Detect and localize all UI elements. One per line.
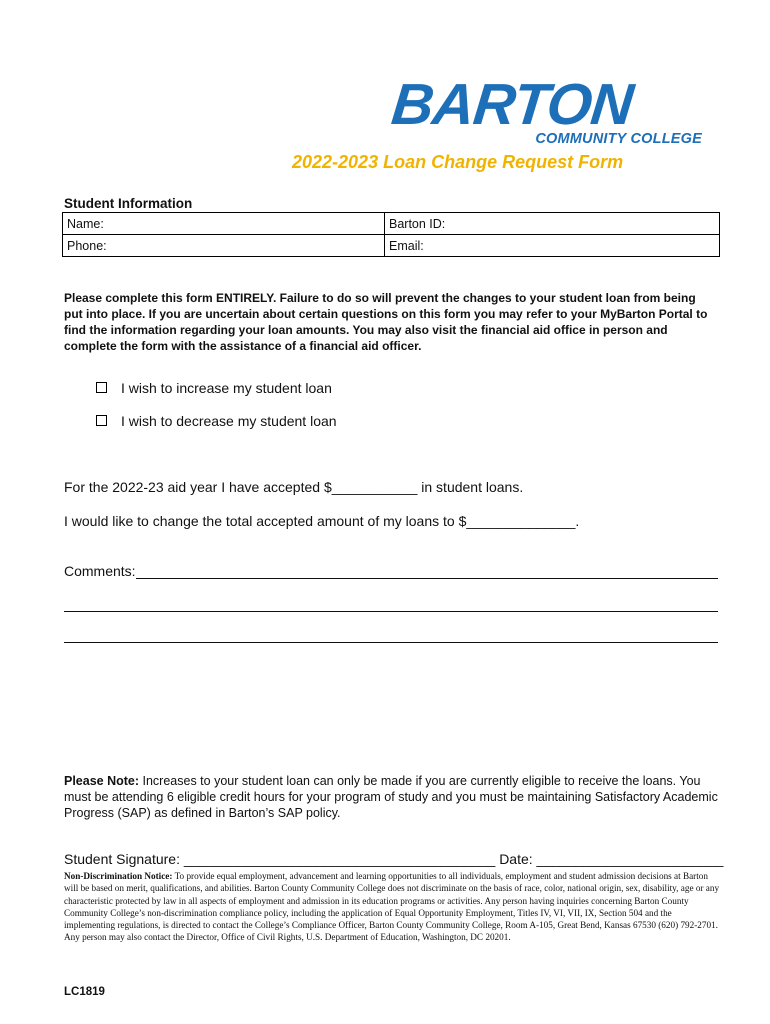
table-row bbox=[63, 235, 720, 257]
non-discrimination-text: To provide equal employment, advancement and learning opportunities to all individuals, employment and student admission decisions at Barton will be based on merit, qualifications, and abilities. Barton County Community College does not discriminate on the basis of race, color, national origin, sex, disability, age or any characteristic protected by law in all aspects of employment and admission in its education programs or activities. Any person having inquiries concerning Barton County Community College’s non-discrimination compliance policy, including the application of Equal Opportunity Employment, Titles IV, VI, VII, IX, Section 504 and the implementing regulations, is directed to contact the College’s Compliance Officer, Barton County Community College, Room A-105, Great Bend, Kansas 67530 (620) 792-2701. Any person may also contact the Director, Office of Civil Rights, U.S. Department of Education, Washington, DC 20201. bbox=[64, 871, 720, 943]
accepted-amount-line[interactable]: For the 2022-23 aid year I have accepted $___________ in student loans. bbox=[64, 479, 524, 495]
comments-line-2[interactable] bbox=[64, 611, 718, 612]
decrease-loan-label: I wish to decrease my student loan bbox=[121, 413, 337, 429]
name-label: Name: bbox=[67, 216, 104, 231]
instructions-text: Please complete this form ENTIRELY. Failure to do so will prevent the changes to your student loan from being put into place. If you are uncertain about certain questions on this form you may refer to your MyBarton Portal to find the information regarding your loan amounts. You may also visit the financial aid office in person and complete the form with the assistance of a financial aid officer. bbox=[64, 291, 708, 353]
decrease-loan-checkbox[interactable] bbox=[96, 415, 107, 426]
logo-subtitle: COMMUNITY COLLEGE bbox=[535, 131, 702, 147]
please-note-label: Please Note: bbox=[64, 774, 140, 788]
comments-line-3[interactable] bbox=[64, 642, 718, 643]
form-title: 2022-2023 Loan Change Request Form bbox=[292, 152, 624, 172]
name-field[interactable] bbox=[63, 213, 385, 235]
barton-id-label: Barton ID: bbox=[389, 216, 446, 231]
phone-field[interactable] bbox=[63, 235, 385, 257]
barton-id-field[interactable] bbox=[385, 213, 720, 235]
phone-label: Phone: bbox=[67, 238, 107, 253]
student-info-heading: Student Information bbox=[64, 196, 193, 211]
increase-loan-option[interactable] bbox=[96, 380, 332, 396]
please-note bbox=[64, 773, 724, 821]
signature-line[interactable]: Student Signature: ________________________________________ Date: ________________________ bbox=[64, 851, 724, 867]
decrease-loan-option[interactable] bbox=[96, 413, 337, 429]
change-amount-line[interactable]: I would like to change the total accepted amount of my loans to $______________. bbox=[64, 513, 580, 529]
email-field[interactable] bbox=[385, 235, 720, 257]
non-discrimination-notice bbox=[64, 870, 720, 944]
increase-loan-checkbox[interactable] bbox=[96, 382, 107, 393]
increase-loan-label: I wish to increase my student loan bbox=[121, 380, 332, 396]
non-discrimination-label: Non-Discrimination Notice: bbox=[64, 871, 173, 881]
form-code: LC1819 bbox=[64, 986, 105, 998]
table-row bbox=[63, 213, 720, 235]
please-note-text: Increases to your student loan can only be made if you are currently eligible to receive the loans. You must be attending 6 eligible credit hours for your program of study and you must be maintaining Satisfactory Academic Progress (SAP) as defined in Barton’s SAP policy. bbox=[64, 774, 718, 820]
barton-logo bbox=[388, 72, 722, 150]
comments-line-1[interactable] bbox=[136, 578, 718, 579]
student-info-table bbox=[62, 212, 720, 257]
email-label: Email: bbox=[389, 238, 424, 253]
comments-label: Comments: bbox=[64, 563, 136, 579]
logo-wordmark: BARTON bbox=[388, 72, 636, 137]
